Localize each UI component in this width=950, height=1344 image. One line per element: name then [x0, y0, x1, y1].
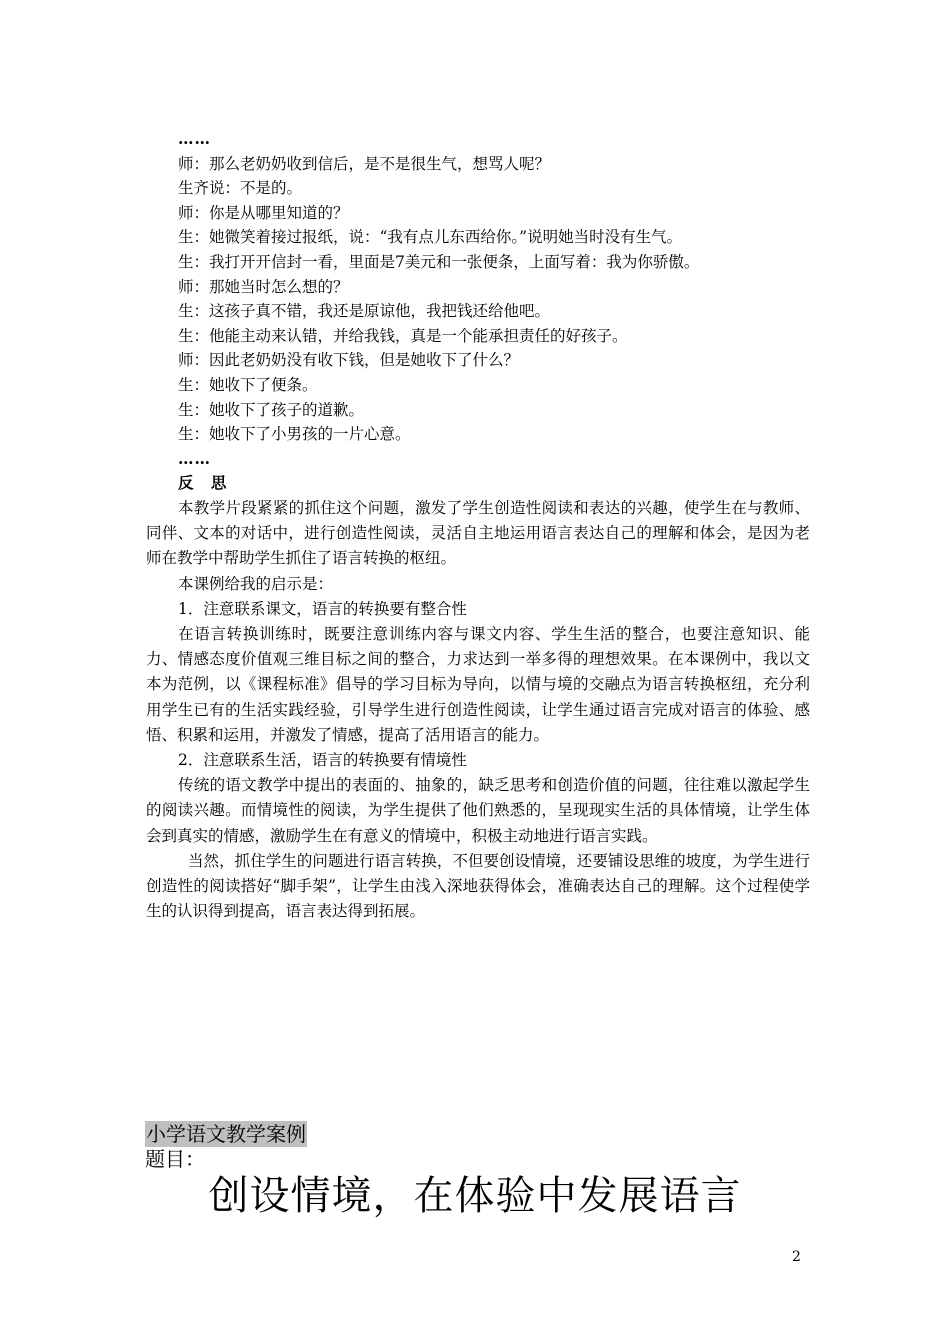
dialogue-line: 生：这孩子真不错，我还是原谅他，我把钱还给他吧。 — [178, 302, 551, 321]
case-label: 小学语文教学案例 — [146, 1122, 306, 1146]
point-1-title: 1．注意联系课文，语言的转换要有整合性 — [178, 599, 467, 618]
reflection-heading: 反 思 — [178, 473, 233, 493]
case-title: 创设情境，在体验中发展语言 — [208, 1173, 742, 1219]
dialogue-line: 生：她收下了小男孩的一片心意。 — [178, 425, 411, 444]
dialogue — [178, 152, 810, 447]
reflection-paragraph: 本教学片段紧紧的抓住这个问题，激发了学生创造性阅读和表达的兴趣，使学生在与教师、同伴、文本的对话中，进行创造性阅读，灵活自主地运用语言表达自己的理解和体会，是因为老师在教学中帮助学生抓住了语言转换的枢纽。 — [146, 498, 810, 568]
point-2-title: 2．注意联系生活，语言的转换要有情境性 — [178, 750, 467, 769]
conclusion-paragraph: 当然，抓住学生的问题进行语言转换，不但要创设情境，还要铺设思维的坡度，为学生进行创造性的阅读搭好“脚手架”，让学生由浅入深地获得体会，准确表达自己的理解。这个过程使学生的认识得到提高，语言表达得到拓展。 — [146, 851, 810, 921]
reflection-intro: 本课例给我的启示是： — [178, 574, 334, 593]
dialogue-line: 生：他能主动来认错，并给我钱，真是一个能承担责任的好孩子。 — [178, 326, 628, 345]
page-number: 2 — [792, 1249, 801, 1265]
dialogue-line: 师：你是从哪里知道的？ — [178, 203, 349, 222]
dialogue-line: 生：她收下了孩子的道歉。 — [178, 400, 365, 419]
dialogue-line: 师：那么老奶奶收到信后，是不是很生气，想骂人呢？ — [178, 154, 551, 173]
ellipsis-top: …… — [178, 129, 211, 148]
point-2-body: 传统的语文教学中提出的表面的、抽象的，缺乏思考和创造价值的问题，往往难以激起学生的阅读兴趣。而情境性的阅读，为学生提供了他们熟悉的，呈现现实生活的具体情境，让学生体会到真实的情感，激励学生在有意义的情境中，积极主动地进行语言实践。 — [146, 776, 810, 845]
dialogue-line: 生：她微笑着接过报纸，说：“我有点儿东西给你。”说明她当时没有生气。 — [178, 228, 683, 247]
dialogue-line: 生齐说：不是的。 — [178, 179, 303, 198]
dialogue-line: 师：因此老奶奶没有收下钱，但是她收下了什么？ — [178, 351, 520, 370]
ellipsis-bottom: …… — [178, 448, 211, 468]
dialogue-line: 生：我打开开信封一看，里面是7美元和一张便条，上面写着：我为你骄傲。 — [178, 252, 700, 271]
dialogue-line: 生：她收下了便条。 — [178, 375, 318, 394]
point-1-body: 在语言转换训练时，既要注意训练内容与课文内容、学生生活的整合，也要注意知识、能力、情感态度价值观三维目标之间的整合，力求达到一举多得的理想效果。在本课例中，我以文本为范例，以《课程标准》倡导的学习目标为导向，以情与境的交融点为语言转换枢纽，充分利用学生已有的生活实践经验，引导学生进行创造性阅读，让学生通过语言完成对语言的体验、感悟、积累和运用，并激发了情感，提高了活用语言的能力。 — [146, 624, 810, 744]
topic-label: 题目： — [145, 1147, 205, 1171]
body-text — [146, 127, 810, 924]
dialogue-line: 师：那她当时怎么想的？ — [178, 277, 349, 296]
